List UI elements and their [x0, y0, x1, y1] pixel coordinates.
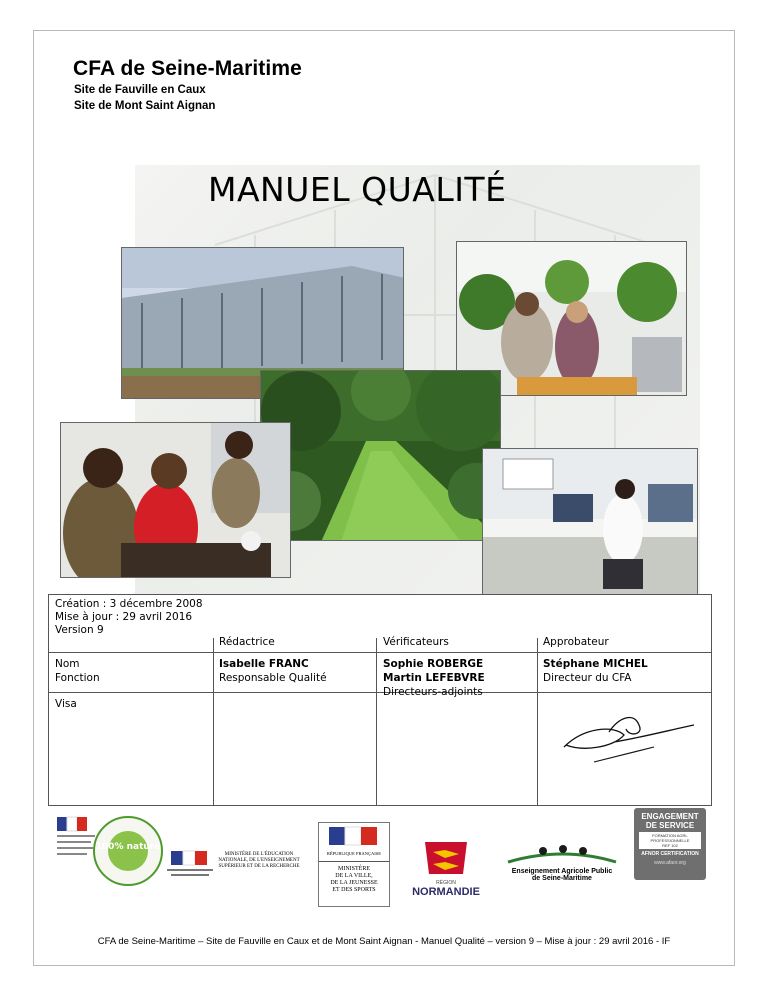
col-header-approbateur: Approbateur	[543, 636, 609, 648]
verificateur-function: Directeurs-adjoints	[383, 686, 483, 698]
signature-table	[48, 594, 712, 806]
row-label-fonction: Fonction	[55, 672, 100, 684]
enseignement-agricole-public-logo	[503, 842, 621, 890]
site-mont-saint-aignan: Site de Mont Saint Aignan	[74, 100, 216, 112]
enseignement-agricole-nature-logo	[92, 815, 164, 887]
republique-francaise-label: RÉPUBLIQUE FRANÇAISE	[326, 851, 382, 856]
logo-divider	[319, 861, 389, 862]
page-footer: CFA de Seine-Maritime – Site de Fauville en Caux et de Mont Saint Aignan - Manuel Qualité – version 9 – Mise à jour : 29 avril 2016 - IF	[97, 936, 671, 947]
table-divider	[213, 638, 214, 805]
org-title: CFA de Seine-Maritime	[73, 57, 302, 80]
approbateur-function: Directeur du CFA	[543, 672, 632, 684]
jeunesse-line-2: DE LA VILLE,	[335, 873, 373, 879]
document-title: MANUEL QUALITÉ	[208, 170, 507, 209]
nature-percent-label: 100% nature	[95, 842, 161, 852]
site-fauville: Site de Fauville en Caux	[74, 84, 206, 96]
table-divider	[537, 638, 538, 805]
row-label-visa: Visa	[55, 698, 77, 710]
row-label-nom: Nom	[55, 658, 80, 670]
region-normandie-logo	[405, 838, 487, 896]
redactrice-function: Responsable Qualité	[219, 672, 327, 684]
afnor-line-1: ENGAGEMENT	[641, 812, 699, 821]
verificateur-name-1: Sophie ROBERGE	[383, 658, 484, 670]
table-divider	[376, 638, 377, 805]
afnor-url: www.afaor.org	[654, 860, 686, 866]
education-nationale-label: MINISTÈRE DE L'ÉDUCATION NATIONALE, DE L'ENSEIGNEMENT SUPÉRIEUR ET DE LA RECHERCHE	[218, 852, 300, 869]
jeunesse-line-3: DE LA JEUNESSE	[330, 880, 378, 886]
ministere-jeunesse-logo	[318, 822, 390, 907]
jeunesse-line-1: MINISTÈRE	[338, 866, 370, 872]
approbateur-name: Stéphane MICHEL	[543, 658, 648, 670]
normandie-label: NORMANDIE	[412, 886, 480, 898]
afnor-line-4: REF 102	[662, 843, 678, 848]
afnor-line-5: AFNOR CERTIFICATION	[641, 851, 699, 857]
afnor-line-3: FORMATION AGRI-PROFESSIONNELLE	[650, 833, 690, 843]
table-divider	[49, 692, 711, 693]
verificateur-name-2: Martin LEFEBVRE	[383, 672, 485, 684]
epa-label-2: de Seine-Maritime	[532, 875, 592, 882]
version: Version 9	[55, 624, 104, 636]
update-date: Mise à jour : 29 avril 2016	[55, 611, 193, 623]
afnor-engagement-logo	[634, 808, 706, 880]
photo-collage	[60, 165, 700, 595]
col-header-redactrice: Rédactrice	[219, 636, 275, 648]
garden-path-photo	[260, 370, 501, 541]
region-label: RÉGION	[436, 880, 456, 886]
jeunesse-line-4: ET DES SPORTS	[332, 887, 376, 893]
afnor-line-2: DE SERVICE	[645, 821, 695, 830]
table-divider	[49, 652, 711, 653]
redactrice-name: Isabelle FRANC	[219, 658, 309, 670]
creation-date: Création : 3 décembre 2008	[55, 598, 203, 610]
republique-francaise-logo	[163, 848, 218, 883]
approbateur-signature	[554, 707, 704, 770]
laboratory-photo	[482, 448, 698, 595]
col-header-verificateurs: Vérificateurs	[383, 636, 449, 648]
students-planting-photo	[60, 422, 291, 578]
epa-label-1: Enseignement Agricole Public	[511, 868, 613, 875]
